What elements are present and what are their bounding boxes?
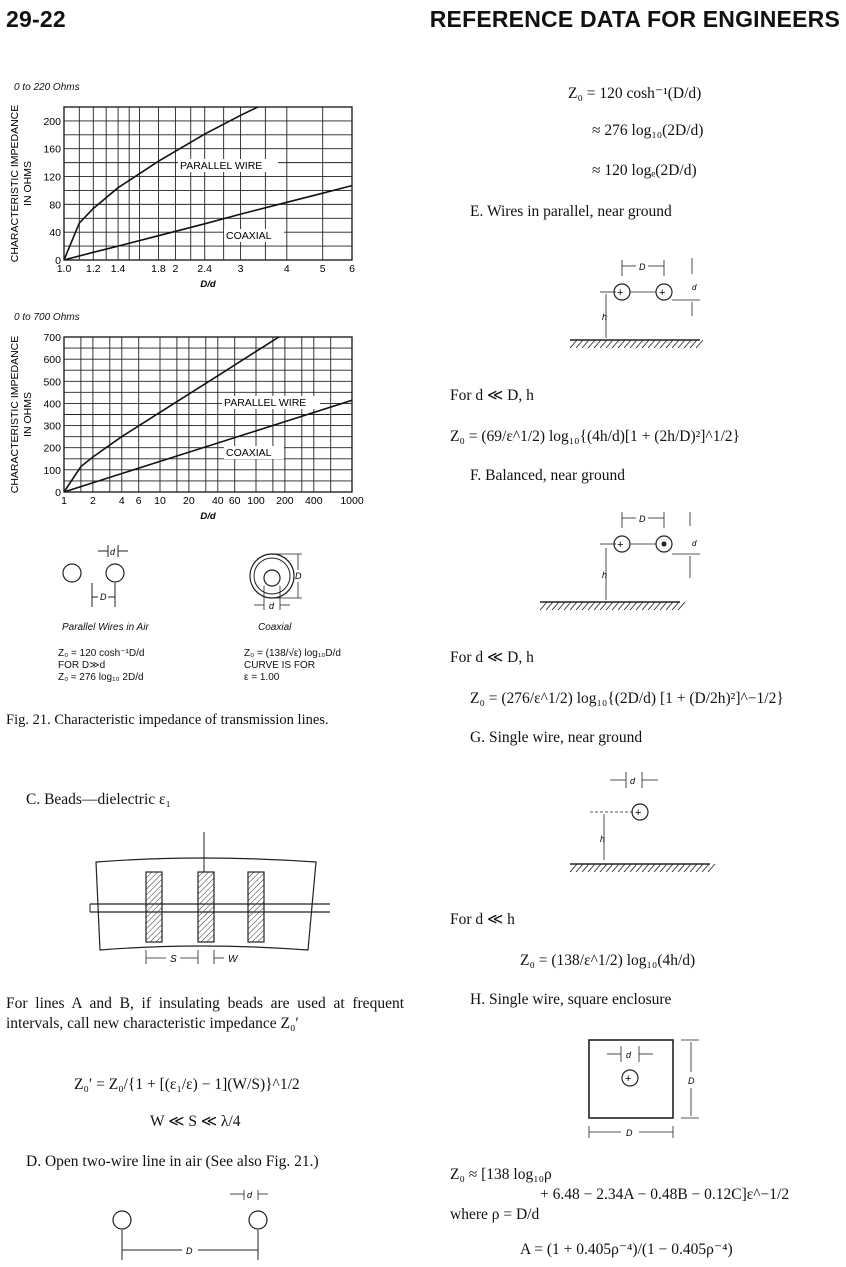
section-c-title: C. Beads—dielectric ε₁: [26, 791, 171, 808]
section-h-eq4: A = (1 + 0.405ρ⁻⁴)/(1 − 0.405ρ⁻⁴): [520, 1241, 733, 1258]
square-enclosure-diagram: [585, 1030, 725, 1140]
chart1-title: 0 to 220 Ohms: [14, 82, 80, 93]
series-label-parallel-wire: PARALLEL WIRE: [224, 397, 307, 409]
f-d-label: d: [692, 539, 697, 548]
section-e-eq: Z₀ = (69/ε^1/2) log₁₀{(4h/d)[1 + (2h/D)²]^1/2}: [450, 428, 740, 445]
plot-frame: [64, 107, 352, 260]
D-label: D: [100, 592, 107, 602]
y-tick-label: 120: [43, 171, 61, 184]
y-tick-label: 300: [43, 420, 61, 433]
parallel-formulas: [58, 648, 144, 684]
x-tick-label: 100: [247, 495, 265, 507]
x-tick-label: 40: [211, 495, 224, 507]
y-axis-label-line2: IN OHMS: [22, 392, 34, 437]
svg-text:+: +: [617, 287, 624, 299]
svg-text:+: +: [659, 287, 666, 299]
x-tick-label: 200: [276, 495, 294, 507]
coaxial-formula-1: Z₀ = (138/√ε) log₁₀D/d: [244, 648, 341, 659]
h-D-horiz-label: D: [626, 1128, 633, 1138]
svg-text:+: +: [625, 1073, 632, 1085]
single-wire-ground-diagram: [580, 770, 720, 880]
section-g-condition: For d ≪ h: [450, 911, 515, 928]
series-label-parallel-wire: PARALLEL WIRE: [180, 160, 263, 172]
y-axis-label-line1: CHARACTERISTIC IMPEDANCE: [9, 104, 21, 263]
y-axis-label-line1: CHARACTERISTIC IMPEDANCE: [9, 335, 21, 494]
beads-diagram: [90, 832, 340, 965]
section-h-eq3: where ρ = D/d: [450, 1206, 540, 1223]
y-tick-label: 0: [55, 255, 61, 267]
page-number: 29-22: [6, 6, 66, 32]
chart2: [0, 325, 420, 550]
x-tick-label: 20: [183, 495, 195, 507]
x-tick-label: 2: [172, 263, 179, 275]
figure-caption: Fig. 21. Characteristic impedance of transmission lines.: [6, 712, 329, 728]
x-tick-label: 1.0: [56, 263, 72, 275]
y-axis-label-line2: IN OHMS: [22, 161, 34, 206]
f-h-label: h: [602, 570, 608, 580]
parallel-formula-3: Z₀ ≈ 276 log₁₀ 2D/d: [58, 672, 144, 683]
section-f-condition: For d ≪ D, h: [450, 649, 534, 666]
right-eq-3: ≈ 120 logₑ(2D/d): [592, 162, 697, 179]
right-eq-2: ≈ 276 log₁₀(2D/d): [592, 122, 704, 139]
x-tick-label: 6: [349, 263, 355, 275]
coaxial-formulas: [244, 648, 341, 684]
x-axis-label: D/d: [200, 279, 216, 290]
coax-D-label: D: [295, 571, 302, 581]
series-line-parallel-wire: [64, 291, 352, 493]
x-tick-label: 1000: [340, 495, 364, 507]
f-D-label: D: [639, 514, 646, 524]
d2-label: d: [247, 1190, 253, 1200]
series-label-coaxial: COAXIAL: [226, 447, 272, 459]
e-D-label: D: [639, 262, 646, 272]
y-tick-label: 200: [43, 115, 61, 128]
section-e-title: E. Wires in parallel, near ground: [470, 203, 672, 220]
section-c-eq2: W ≪ S ≪ λ/4: [150, 1113, 241, 1130]
x-tick-label: 5: [319, 263, 326, 275]
y-tick-label: 700: [43, 332, 61, 344]
right-eq-1: Z₀ = 120 cosh⁻¹(D/d): [568, 85, 702, 102]
wires-parallel-ground-diagram: [540, 254, 700, 374]
h-D-vert-label: D: [688, 1076, 695, 1086]
x-tick-label: 3: [237, 263, 244, 275]
y-tick-label: 500: [43, 376, 61, 389]
x-tick-label: 10: [154, 495, 166, 507]
section-c-eq1: Z₀′ = Z₀/{1 + [(ε₁/ε) − 1](W/S)}^1/2: [74, 1076, 300, 1093]
section-h-title: H. Single wire, square enclosure: [470, 991, 672, 1008]
y-tick-label: 0: [55, 487, 61, 499]
g-h-label: h: [600, 834, 606, 844]
svg-text:+: +: [635, 807, 642, 819]
W-label: W: [228, 954, 238, 965]
y-tick-label: 200: [43, 442, 61, 455]
x-tick-label: 1.2: [86, 263, 101, 275]
chart2-title: 0 to 700 Ohms: [14, 312, 80, 323]
coax-d-label: d: [269, 601, 275, 611]
x-tick-label: 1.8: [151, 263, 166, 275]
parallel-formula-1: Z₀ = 120 cosh⁻¹D/d: [58, 648, 145, 659]
section-c-text: For lines A and B, if insulating beads are used at frequent intervals, call new characteristic impedance Z₀′: [6, 995, 404, 1032]
section-g-eq: Z₀ = (138/ε^1/2) log₁₀(4h/d): [520, 952, 696, 969]
d-label: d: [110, 547, 116, 557]
e-d-label: d: [692, 283, 697, 292]
balanced-ground-diagram: [540, 508, 700, 618]
D2-label: D: [186, 1246, 193, 1256]
section-h-eq2: + 6.48 − 2.34A − 0.48B − 0.12C]ε^−1/2: [540, 1186, 790, 1203]
coaxial-formula-3: ε = 1.00: [244, 672, 280, 683]
y-tick-label: 160: [43, 143, 61, 156]
e-h-label: h: [602, 312, 608, 322]
coaxial-caption: Coaxial: [258, 622, 292, 633]
section-d-title: D. Open two-wire line in air (See also Fig. 21.): [26, 1153, 319, 1170]
series-label-coaxial: COAXIAL: [226, 230, 272, 242]
parallel-wires-diagram: [60, 545, 180, 615]
section-h-eq1: Z₀ ≈ [138 log₁₀ρ: [450, 1166, 552, 1183]
y-tick-label: 80: [49, 199, 61, 212]
chart1: [0, 95, 420, 315]
coaxial-formula-2: CURVE IS FOR: [244, 660, 315, 671]
x-tick-label: 60: [228, 495, 241, 507]
x-tick-label: 6: [135, 495, 142, 507]
x-tick-label: 1: [61, 495, 67, 507]
x-tick-label: 2.4: [197, 263, 213, 275]
x-tick-label: 1.4: [110, 263, 126, 275]
section-e-condition: For d ≪ D, h: [450, 387, 534, 404]
section-g-title: G. Single wire, near ground: [470, 729, 643, 746]
section-f-title: F. Balanced, near ground: [470, 467, 625, 484]
x-tick-label: 4: [118, 495, 125, 507]
x-tick-label: 4: [283, 263, 290, 275]
y-tick-label: 400: [43, 398, 61, 411]
open-two-wire-diagram: [112, 1190, 292, 1260]
h-d-label: d: [626, 1050, 632, 1060]
coaxial-diagram: [240, 548, 330, 623]
svg-text:+: +: [617, 539, 624, 551]
x-tick-label: 400: [305, 495, 323, 507]
y-tick-label: 40: [49, 227, 61, 240]
g-d-label: d: [630, 776, 636, 786]
S-label: S: [170, 954, 177, 965]
y-tick-label: 600: [43, 354, 61, 367]
x-tick-label: 2: [89, 495, 96, 507]
y-tick-label: 100: [43, 464, 61, 477]
section-f-eq: Z₀ = (276/ε^1/2) log₁₀{(2D/d) [1 + (D/2h)²]^−1/2}: [470, 690, 784, 707]
x-axis-label: D/d: [200, 511, 216, 522]
parallel-formula-2: FOR D≫d: [58, 660, 106, 671]
parallel-wires-caption: Parallel Wires in Air: [62, 622, 149, 633]
page-header-title: REFERENCE DATA FOR ENGINEERS: [429, 6, 840, 32]
